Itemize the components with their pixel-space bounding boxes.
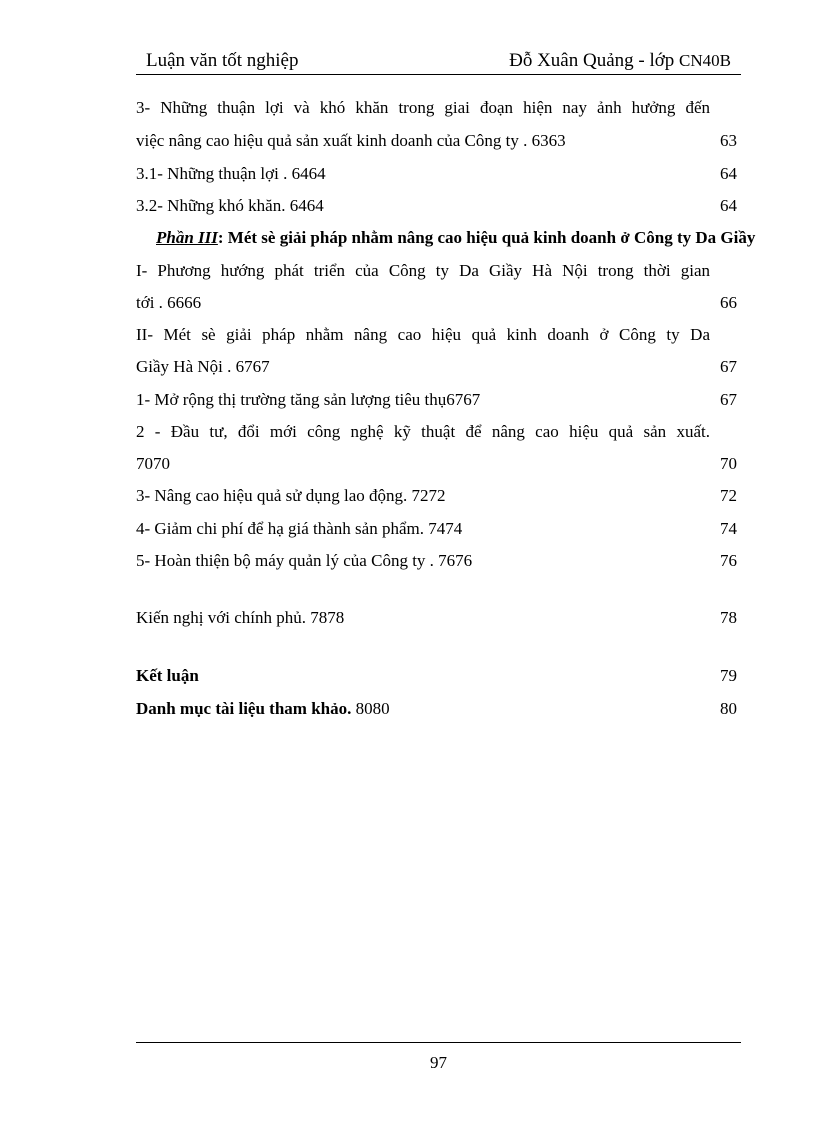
toc-entry-text: 4- Giảm chi phí để hạ giá thành sản phẩm. 7474 [136,519,463,538]
toc-entry-3-line1 [136,96,737,120]
toc-page-number: 64 [720,196,737,215]
toc-page-number: 70 [720,454,737,473]
toc-page-number: 67 [720,390,737,409]
toc-entry-recommendations [136,606,737,630]
toc-entry-text: I- Phương hướng phát triển của Công ty Da Giầy Hà Nội trong thời gian [136,261,710,280]
page-footer [136,1042,741,1072]
toc-entry-i-line1 [136,259,737,283]
toc-entry-text: 3- Nâng cao hiệu quả sử dụng lao động. 7272 [136,486,446,505]
toc-entry-ii-4 [136,517,737,541]
toc-entry-ii-2-line1 [136,420,737,444]
toc-part-iii-heading [156,226,755,250]
toc-entry-text: tới . 6666 [136,293,202,312]
toc-page-number: 76 [720,551,737,570]
toc-entry-suffix: 8080 [351,699,390,718]
toc-entry-text: 7070 [136,454,170,473]
thesis-title: Luận văn tốt nghiệp [146,50,299,71]
toc-page-number: 67 [720,357,737,376]
toc-entry-ii-5 [136,549,737,573]
toc-page-number: 80 [720,699,737,718]
page-number: 97 [430,1053,447,1072]
toc-entry-ii-line1 [136,323,737,347]
toc-entry-text: 2 - Đầu tư, đổi mới công nghệ kỹ thuật để nâng cao hiệu quả sản xuất. [136,422,710,441]
toc-entry-text: 3- Những thuận lợi và khó khăn trong giai đoạn hiện nay ảnh hưởng đến [136,98,710,117]
toc-entry-3-line2 [136,129,737,153]
toc-entry-3-1 [136,162,737,186]
toc-entry-ii-2-line2 [136,452,737,476]
toc-entry-text: Kết luận [136,666,199,685]
toc-entry-ii-line2 [136,355,737,379]
author-info [509,50,731,72]
toc-entry-text: 3.2- Những khó khăn. 6464 [136,196,324,215]
toc-page-number: 72 [720,486,737,505]
toc-page-number: 63 [720,131,737,150]
toc-entry-text-wrap [136,697,390,721]
toc-entry-3-2 [136,194,737,218]
toc-entry-text: Kiến nghị với chính phủ. 7878 [136,608,345,627]
toc-entry-ii-1 [136,388,737,412]
toc-page-number: 66 [720,293,737,312]
toc-entry-ii-3 [136,484,737,508]
toc-entry-text: II- Mét sè giải pháp nhằm nâng cao hiệu quả kinh doanh ở Công ty Da [136,325,710,344]
page-header [136,48,741,75]
toc-page-number: 78 [720,608,737,627]
author-name: Đỗ Xuân Quảng - lớp [509,50,680,71]
toc-page-number: 74 [720,519,737,538]
toc-page-number: 64 [720,164,737,183]
toc-entry-references [136,697,737,721]
toc-entry-text: Giầy Hà Nội . 6767 [136,357,270,376]
toc-entry-i-line2 [136,291,737,315]
toc-entry-conclusion [136,664,737,688]
class-code: CN40B [679,51,731,70]
toc-entry-text: 5- Hoàn thiện bộ máy quản lý của Công ty . 7676 [136,551,473,570]
part-title: : Mét sè giải pháp nhằm nâng cao hiệu quả kinh doanh ở Công ty Da Giầy [217,228,756,247]
toc-entry-text: 3.1- Những thuận lợi . 6464 [136,164,326,183]
toc-page-number: 79 [720,666,737,685]
toc-entry-text: 1- Mở rộng thị trường tăng sản lượng tiêu thụ6767 [136,390,481,409]
part-label: Phần III [156,228,218,247]
toc-entry-text: việc nâng cao hiệu quả sản xuất kinh doanh của Công ty . 6363 [136,131,566,150]
toc-entry-text: Danh mục tài liệu tham khảo. [136,699,352,718]
